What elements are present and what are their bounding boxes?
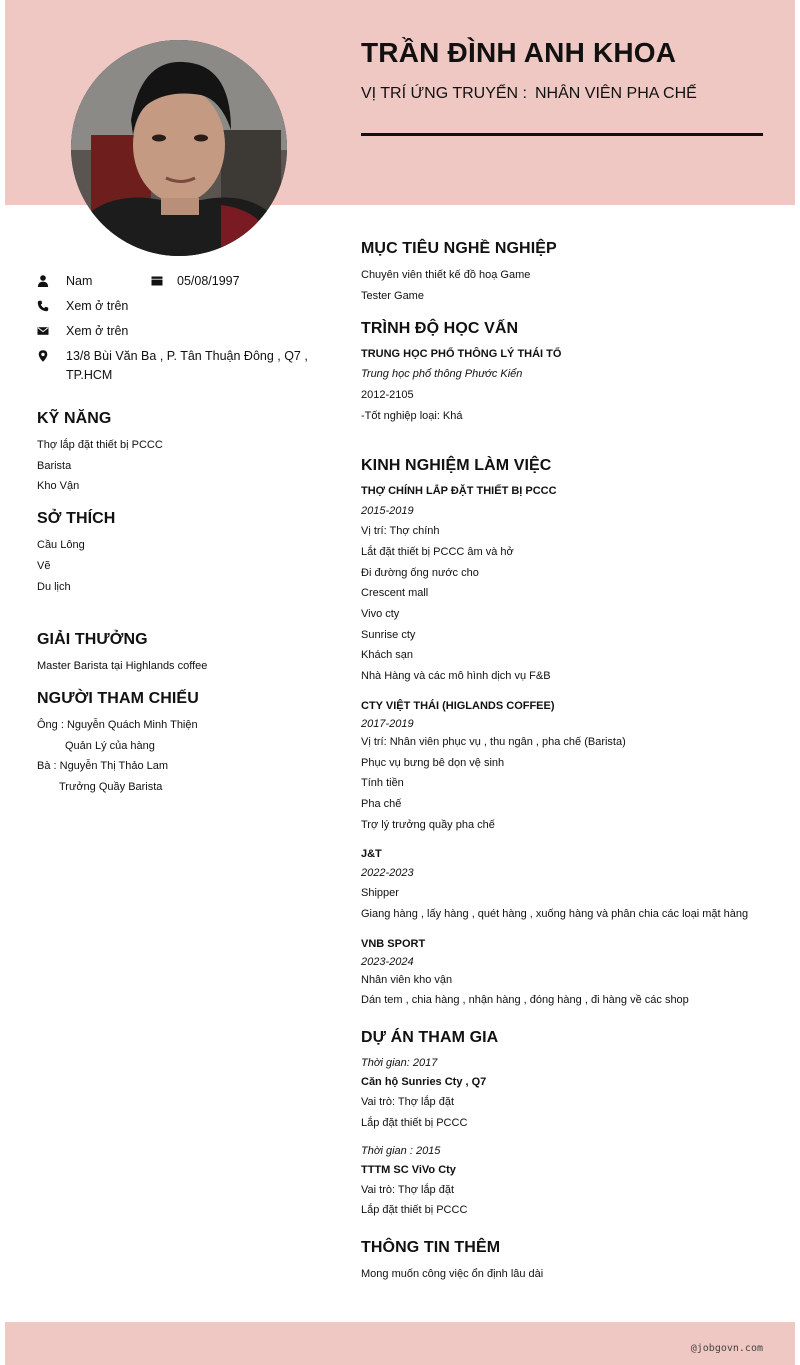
gender-value: Nam: [66, 274, 93, 288]
position-value: NHÂN VIÊN PHA CHẾ: [534, 85, 697, 102]
job-period: 2022-2023: [361, 867, 414, 880]
hobby-item: Cầu Lông: [37, 539, 85, 552]
job-company: CTY VIỆT THÁI (HIGLANDS COFFEE): [361, 699, 555, 712]
phone-icon: [37, 300, 49, 312]
dob-value: 05/08/1997: [177, 274, 240, 288]
education-title: TRÌNH ĐỘ HỌC VẤN: [361, 320, 519, 338]
skill-item: Thợ lắp đặt thiết bị PCCC: [37, 439, 163, 451]
location-pin-icon: [37, 350, 49, 362]
project-entry: [361, 1142, 766, 1221]
person-icon: [37, 275, 49, 287]
job-line: Đi đường ống nước cho: [361, 566, 479, 579]
education-section: [361, 320, 766, 426]
reference-role: Quản Lý của hàng: [65, 739, 155, 752]
job-line: Nhà Hàng và các mô hình dịch vụ F&B: [361, 670, 551, 683]
job-line: Crescent mall: [361, 587, 429, 600]
gender-dob-row: [37, 272, 327, 291]
objective-item: Chuyên viên thiết kế đồ hoạ Game: [361, 269, 531, 281]
school-name: TRUNG HỌC PHỔ THÔNG LÝ THÁI TỔ: [361, 348, 562, 361]
job-company: J&T: [361, 848, 382, 861]
reference-name: Ông : Nguyễn Quách Minh Thiện: [37, 718, 198, 731]
hobby-item: Vẽ: [37, 559, 51, 572]
right-column: [361, 240, 766, 1299]
hobby-item: Du lịch: [37, 580, 71, 593]
project-desc: Lắp đặt thiết bị PCCC: [361, 1204, 468, 1217]
footer-watermark: @jobgovn.com: [690, 1343, 763, 1354]
email-row: [37, 322, 327, 341]
extra-title: THÔNG TIN THÊM: [361, 1238, 501, 1256]
job-line: Tính tiền: [361, 777, 404, 790]
job-line: Vivo cty: [361, 608, 400, 621]
award-item: Master Barista tại Highlands coffee: [37, 660, 208, 673]
project-name: Căn hộ Sunries Cty , Q7: [361, 1076, 487, 1089]
hobbies-title: SỞ THÍCH: [37, 510, 116, 528]
job-entry: [361, 482, 766, 687]
phone-row: [37, 297, 327, 316]
projects-section: [361, 1029, 766, 1221]
job-line: Sunrise cty: [361, 628, 416, 641]
reference-name: Bà : Nguyễn Thị Thảo Lam: [37, 760, 169, 773]
objective-title: MỤC TIÊU NGHỀ NGHIỆP: [361, 240, 557, 257]
job-line: Pha chế: [361, 797, 402, 810]
job-line: Dán tem , chia hàng , nhận hàng , đóng hàng , đi hàng về các shop: [361, 994, 689, 1007]
project-desc: Lắp đặt thiết bị PCCC: [361, 1116, 468, 1129]
education-result: -Tốt nghiệp loại: Khá: [361, 409, 463, 422]
job-line: Shipper: [361, 887, 399, 900]
objective-item: Tester Game: [361, 289, 424, 302]
skill-item: Kho Vận: [37, 480, 80, 493]
job-entry: [361, 935, 766, 1011]
job-line: Vị trí: Thợ chính: [361, 525, 440, 538]
job-entry: [361, 697, 766, 836]
job-line: Trợ lý trưởng quầy pha chế: [361, 818, 495, 831]
project-role: Vai trò: Thợ lắp đặt: [361, 1183, 455, 1196]
email-value: Xem ở trên: [66, 324, 129, 338]
project-entry: [361, 1054, 766, 1133]
education-years: 2012-2105: [361, 389, 414, 402]
references-title: NGƯỜI THAM CHIẾU: [37, 689, 199, 707]
job-period: 2017-2019: [361, 717, 414, 730]
job-company: VNB SPORT: [361, 937, 426, 950]
experience-section: [361, 457, 766, 1012]
mail-icon: [37, 325, 49, 337]
school-alt-name: Trung học phổ thông Phước Kiển: [361, 368, 523, 381]
job-company: THỢ CHÍNH LẮP ĐẶT THIẾT BỊ PCCC: [361, 484, 557, 497]
job-period: 2023-2024: [361, 955, 414, 968]
footer-band: [5, 1322, 795, 1365]
extra-text: Mong muốn công việc ổn định lâu dài: [361, 1267, 544, 1280]
profile-photo: [71, 40, 287, 256]
header-divider: [361, 133, 763, 136]
left-column: [37, 272, 327, 798]
job-line: Phục vụ bưng bê dọn vệ sinh: [361, 756, 505, 769]
job-line: Lắt đặt thiết bị PCCC âm và hở: [361, 545, 514, 558]
address-value: 13/8 Bùi Văn Ba , P. Tân Thuận Đông , Q7 , TP.HCM: [66, 349, 308, 382]
project-time: Thời gian: 2017: [361, 1057, 438, 1070]
phone-value: Xem ở trên: [66, 299, 129, 313]
awards-title: GIẢI THƯỞNG: [37, 631, 148, 649]
calendar-icon: [151, 275, 163, 287]
job-period: 2015-2019: [361, 504, 414, 517]
reference-role: Trưởng Quầy Barista: [59, 781, 163, 794]
job-line: Nhân viên kho vận: [361, 973, 453, 986]
job-line: Khách sạn: [361, 649, 413, 662]
objective-section: [361, 240, 766, 306]
address-row: [37, 347, 327, 385]
candidate-name: TRẦN ĐÌNH ANH KHOA: [361, 37, 677, 68]
skill-item: Barista: [37, 459, 72, 472]
extra-section: [361, 1239, 766, 1285]
project-role: Vai trò: Thợ lắp đặt: [361, 1096, 455, 1109]
experience-title: KINH NGHIỆM LÀM VIỆC: [361, 456, 552, 474]
skills-title: KỸ NĂNG: [37, 410, 112, 427]
job-entry: [361, 845, 766, 924]
job-line: Giang hàng , lấy hàng , quét hàng , xuống hàng và phân chia các loại mặt hàng: [361, 908, 749, 921]
project-time: Thời gian : 2015: [361, 1144, 441, 1157]
projects-title: DỰ ÁN THAM GIA: [361, 1029, 499, 1047]
project-name: TTTM SC ViVo Cty: [361, 1163, 456, 1176]
position-label: VỊ TRÍ ỨNG TRUYỂN :: [361, 85, 527, 102]
job-line: Vị trí: Nhân viên phục vụ , thu ngân , pha chế (Barista): [361, 735, 626, 748]
position-line: [361, 85, 697, 103]
